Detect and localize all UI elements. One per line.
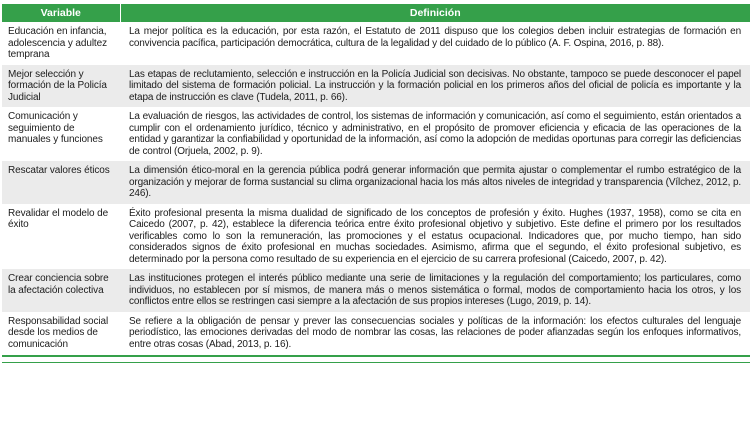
variables-table bbox=[2, 4, 750, 354]
table-row bbox=[2, 312, 750, 355]
table-row bbox=[2, 204, 750, 270]
variable-cell: Rescatar valores éticos bbox=[2, 161, 120, 204]
definition-cell: La mejor política es la educación, por esta razón, el Estatuto de 2011 dispuso que los colegios deben incluir estrategias de formación en convivencia pacífica, participación democrática, cultura de la legalidad y del cuidado de lo público (A. F. Ospina, 2016, p. 88). bbox=[120, 22, 750, 65]
variable-cell: Educación en infancia, adolescencia y adultez temprana bbox=[2, 22, 120, 65]
table-row bbox=[2, 65, 750, 108]
bottom-rule-thin bbox=[2, 362, 750, 363]
variable-cell: Revalidar el modelo de éxito bbox=[2, 204, 120, 270]
definition-cell: La dimensión ético-moral en la gerencia pública podrá generar información que permita ajustar o complementar el rumbo estratégico de la organización y mejorar de forma sustancial su clima organizacional hacia los más altos niveles de integridad y transparencia (Vílchez, 2012, p. 246). bbox=[120, 161, 750, 204]
definition-cell: Las etapas de reclutamiento, selección e instrucción en la Policía Judicial son decisivas. No obstante, tampoco se puede desconocer el papel limitado del sistema de formación policial. La instrucción y la formación policial en los primeros años del oficial de policía es importante y la etapa de instrucción es clave (Tudela, 2011, p. 66). bbox=[120, 65, 750, 108]
table-bottom-rules bbox=[2, 355, 750, 363]
variable-cell: Mejor selección y formación de la Policía Judicial bbox=[2, 65, 120, 108]
table-row bbox=[2, 161, 750, 204]
table-row bbox=[2, 107, 750, 161]
variable-cell: Crear conciencia sobre la afectación colectiva bbox=[2, 269, 120, 312]
table-row bbox=[2, 269, 750, 312]
table-header-row bbox=[2, 4, 750, 22]
variable-cell: Responsabilidad social desde los medios de comunicación bbox=[2, 312, 120, 355]
bottom-rule-thick bbox=[2, 355, 750, 357]
table-row bbox=[2, 22, 750, 65]
definition-cell: Éxito profesional presenta la misma dualidad de significado de los conceptos de profesión y éxito. Hughes (1937, 1958), como se cita en Caicedo (2007, p. 42), establece la diferencia teórica entre éxito profesional objetivo y subjetivo. Este define el primero por los resultados verificables como lo son la remuneración, las promociones y el estatus ocupacional. Indicadores que, por mucho tiempo, han sido considerados signos de éxito profesional en muchas sociedades. Asimismo, afirma que el segundo, el éxito profesional subjetivo, es determinado por la persona como resultado de su experiencia en el ejercicio de su carrera profesional (Caicedo, 2007, p. 42). bbox=[120, 204, 750, 270]
definition-cell: Se refiere a la obligación de pensar y prever las consecuencias sociales y políticas de la información: los efectos culturales del lenguaje periodístico, las emociones derivadas del modo de nombrar las cosas, las relaciones de poder afianzadas según los enfoques informativos, entre otras cosas (Abad, 2013, p. 16). bbox=[120, 312, 750, 355]
column-header-definicion: Definición bbox=[120, 4, 750, 22]
definition-cell: Las instituciones protegen el interés público mediante una serie de limitaciones y la regulación del comportamiento; los particulares, como individuos, no establecen por sí mismos, de manera más o menos sistemática o formal, modos de comportamiento hacia los otros, y los conflictos entre ellos se restringen casi siempre a la afectación de sus propios intereses (Lugo, 2019, p. 14). bbox=[120, 269, 750, 312]
column-header-variable: Variable bbox=[2, 4, 120, 22]
variable-cell: Comunicación y seguimiento de manuales y funciones bbox=[2, 107, 120, 161]
definition-cell: La evaluación de riesgos, las actividades de control, los sistemas de información y comunicación, así como el seguimiento, están orientados a cumplir con el ordenamiento jurídico, técnico y administrativo, en el propósito de promover eficiencia y eficacia de las operaciones de la entidad y garantizar la confiabilidad y oportunidad de la información, así como la adopción de medidas oportunas para corregir las deficiencias de control (Orjuela, 2002, p. 9). bbox=[120, 107, 750, 161]
